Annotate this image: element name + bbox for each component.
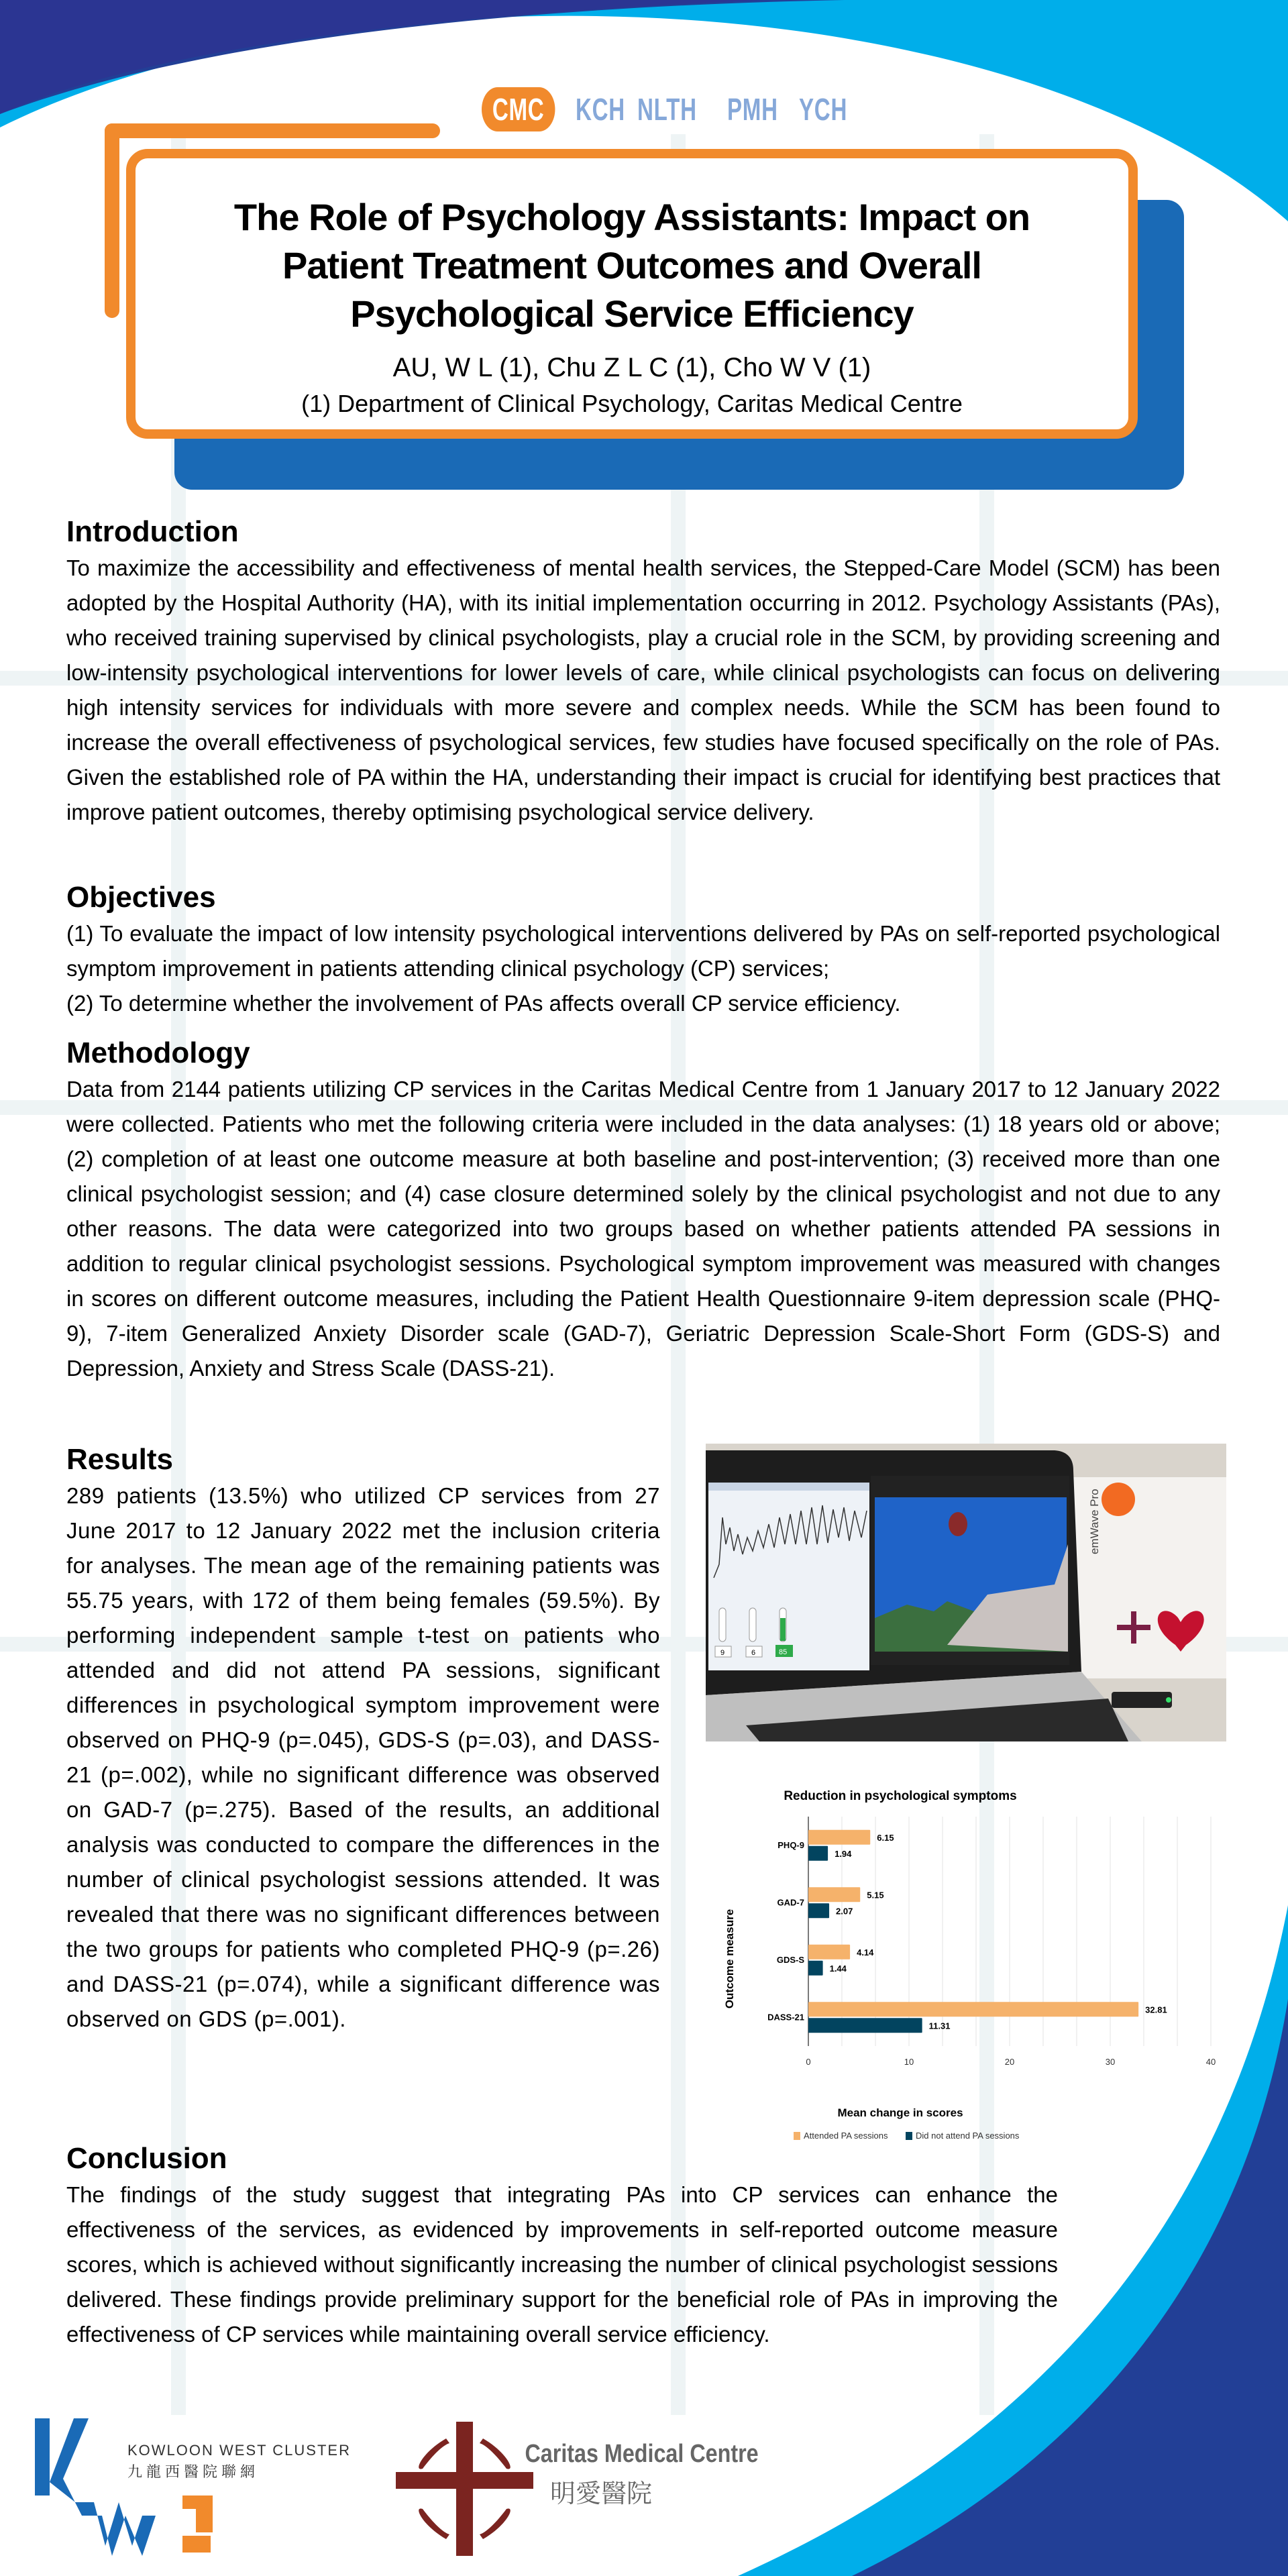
legend-label-not-attended: Did not attend PA sessions (916, 2131, 1020, 2141)
bar-attended (808, 1945, 850, 1960)
coherence-low-value: 9 (720, 1649, 725, 1657)
bar-not-attended (808, 2018, 922, 2033)
bar-value-label: 5.15 (867, 1890, 884, 1900)
methodology-heading: Methodology (66, 1036, 250, 1069)
x-tick-label: 40 (1205, 2057, 1216, 2067)
x-tick-label: 20 (1004, 2057, 1015, 2067)
results-heading: Results (66, 1443, 173, 1476)
authors: AU, W L (1), Chu Z L C (1), Cho W V (1) (392, 353, 871, 382)
objectives-section (66, 879, 1220, 1021)
conclusion-heading: Conclusion (66, 2142, 227, 2175)
conclusion-body: The findings of the study suggest that integrating PAs into CP services can enhance the effectiveness of the services, as evidenced by improvements in self-reported outcome measure scores, which is achieved without significantly increasing the number of clinical psychologist sessions delivered. These findings provide preliminary support for the beneficial role of PAs in improving the effectiveness of CP services while maintaining overall service efficiency. (66, 2182, 1058, 2347)
hospital-tabs (482, 87, 866, 131)
title-accent-line (105, 123, 440, 138)
bar-chart (704, 1771, 1241, 2153)
bar-value-label: 32.81 (1145, 2004, 1167, 2015)
y-tick-label: PHQ-9 (777, 1839, 804, 1850)
introduction-heading: Introduction (66, 515, 239, 548)
conclusion-section (66, 2140, 1058, 2352)
coherence-med-value: 6 (751, 1649, 756, 1657)
caritas-name-zh: 明愛醫院 (550, 2479, 653, 2508)
kwc-logo (35, 2415, 350, 2563)
box-label: emWave Pro (1088, 1489, 1101, 1554)
chart-svg (704, 1771, 1241, 2153)
caritas-logo-mark (382, 2415, 798, 2563)
methodology-section (66, 1034, 1220, 1386)
bar-attended (808, 1887, 860, 1902)
results-section (66, 1441, 660, 2037)
kwc-name-en: KOWLOON WEST CLUSTER (127, 2442, 350, 2459)
caritas-cross-icon (396, 2422, 533, 2556)
title-box (126, 149, 1138, 439)
x-tick-label: 30 (1105, 2057, 1116, 2067)
bar-not-attended (808, 1961, 823, 1976)
chart-title: Reduction in psychological symptoms (784, 1789, 1017, 1803)
bar-value-label: 6.15 (877, 1832, 894, 1843)
tab-nlth: NLTH (637, 92, 698, 127)
x-axis-label: Mean change in scores (837, 2106, 963, 2119)
bar-not-attended (808, 1846, 828, 1861)
objective-item: (1) To evaluate the impact of low intensity psychological interventions delivered by PAs on self-reported psychological symptom improvement in patients attending clinical psychology (CP) services; (66, 921, 1220, 981)
y-tick-label: DASS-21 (767, 2012, 804, 2023)
legend-swatch-not-attended (906, 2132, 912, 2140)
x-tick-label: 0 (806, 2057, 811, 2067)
poster-title: The Role of Psychology Assistants: Impact on Patient Treatment Outcomes and Overall Psychological Service Efficiency (233, 196, 1030, 335)
y-axis-label: Outcome measure (723, 1909, 736, 2009)
objectives-heading: Objectives (66, 881, 216, 914)
caritas-name-en: Caritas Medical Centre (525, 2439, 759, 2468)
tab-ych: YCH (798, 92, 847, 127)
coherence-high-value: 85 (779, 1648, 788, 1656)
introduction-section (66, 513, 1220, 830)
bar-value-label: 4.14 (857, 1947, 874, 1957)
introduction-body: To maximize the accessibility and effectiveness of mental health services, the Stepped-Care Model (SCM) has been adopted by the Hospital Authority (HA), with its initial implementation occurring in 2012. Psychology Assistants (PAs), who received training supervised by clinical psychologists, play a crucial role in the SCM, by providing screening and low-intensity psychological interventions for lower levels of care, while clinical psychologists can focus on delivering high intensity services for individuals with more severe and complex needs. While the SCM has been found to increase the overall effectiveness of psychological services, few studies have focused specifically on the role of PAs. Given the established role of PA within the HA, understanding their impact is crucial for identifying best practices that improve patient outcomes, thereby optimising psychological service delivery. (66, 555, 1220, 824)
y-tick-label: GDS-S (776, 1954, 804, 1965)
caritas-logo (382, 2415, 798, 2563)
legend-label-attended: Attended PA sessions (804, 2131, 888, 2141)
legend-swatch-attended (794, 2132, 800, 2140)
biofeedback-photo (706, 1444, 1226, 1741)
bar-value-label: 1.44 (829, 1963, 847, 1974)
bar-not-attended (808, 1903, 829, 1918)
bar-value-label: 1.94 (835, 1848, 852, 1859)
kwc-name-zh: 九龍西醫院聯網 (127, 2464, 260, 2481)
kwc-logo-mark (35, 2415, 350, 2563)
affiliation: (1) Department of Clinical Psychology, Caritas Medical Centre (301, 390, 963, 417)
bar-value-label: 11.31 (928, 2021, 951, 2031)
methodology-body: Data from 2144 patients utilizing CP services in the Caritas Medical Centre from 1 January 2017 to 12 January 2022 were collected. Patients who met the following criteria were included in the data analyses: (1) 18 years old or above; (2) completion of at least one outcome measure at both baseline and post-intervention; (3) received more than one clinical psychologist session; and (4) case closure determined solely by the clinical psychologist and not due to any other reasons. The data were categorized into two groups based on whether patients attended PA sessions in addition to regular clinical psychologist sessions. Psychological symptom improvement was measured with changes in scores on different outcome measures, including the Patient Health Questionnaire 9-item depression scale (PHQ-9), 7-item Generalized Anxiety Disorder scale (GAD-7), Geriatric Depression Scale-Short Form (GDS-S) and Depression, Anxiety and Stress Scale (DASS-21). (66, 1077, 1220, 1381)
tab-pmh: PMH (727, 92, 778, 127)
x-tick-label: 10 (904, 2057, 914, 2067)
title-accent-line-vertical (105, 123, 119, 318)
bar-value-label: 2.07 (836, 1906, 853, 1917)
objective-item: (2) To determine whether the involvement of PAs affects overall CP service efficiency. (66, 991, 901, 1016)
tab-cmc: CMC (482, 87, 555, 131)
results-body: 289 patients (13.5%) who utilized CP services from 27 June 2017 to 12 January 2022 met the inclusion criteria for analyses. The mean age of the remaining patients was 55.75 years, with 172 of them being females (59.5%). By performing independent sample t-test on patients who attended and did not attend PA sessions, significant differences in psychological symptom improvement were observed on PHQ-9 (p=.045), GDS-S (p=.03), and DASS-21 (p=.002), while no significant difference was observed on GAD-7 (p=.275). Based of the results, an additional analysis was conducted to compare the differences in the number of clinical psychologist sessions attended. It was revealed that there was no significant differences between the two groups for patients who completed PHQ-9 (p=.26) and DASS-21 (p=.074), while a significant difference was observed on GDS (p=.001). (66, 1483, 660, 2031)
bar-attended (808, 2002, 1138, 2017)
bar-attended (808, 1830, 870, 1845)
tab-kch: KCH (575, 92, 625, 127)
y-tick-label: GAD-7 (777, 1897, 804, 1908)
laptop-illustration (706, 1444, 1226, 1741)
